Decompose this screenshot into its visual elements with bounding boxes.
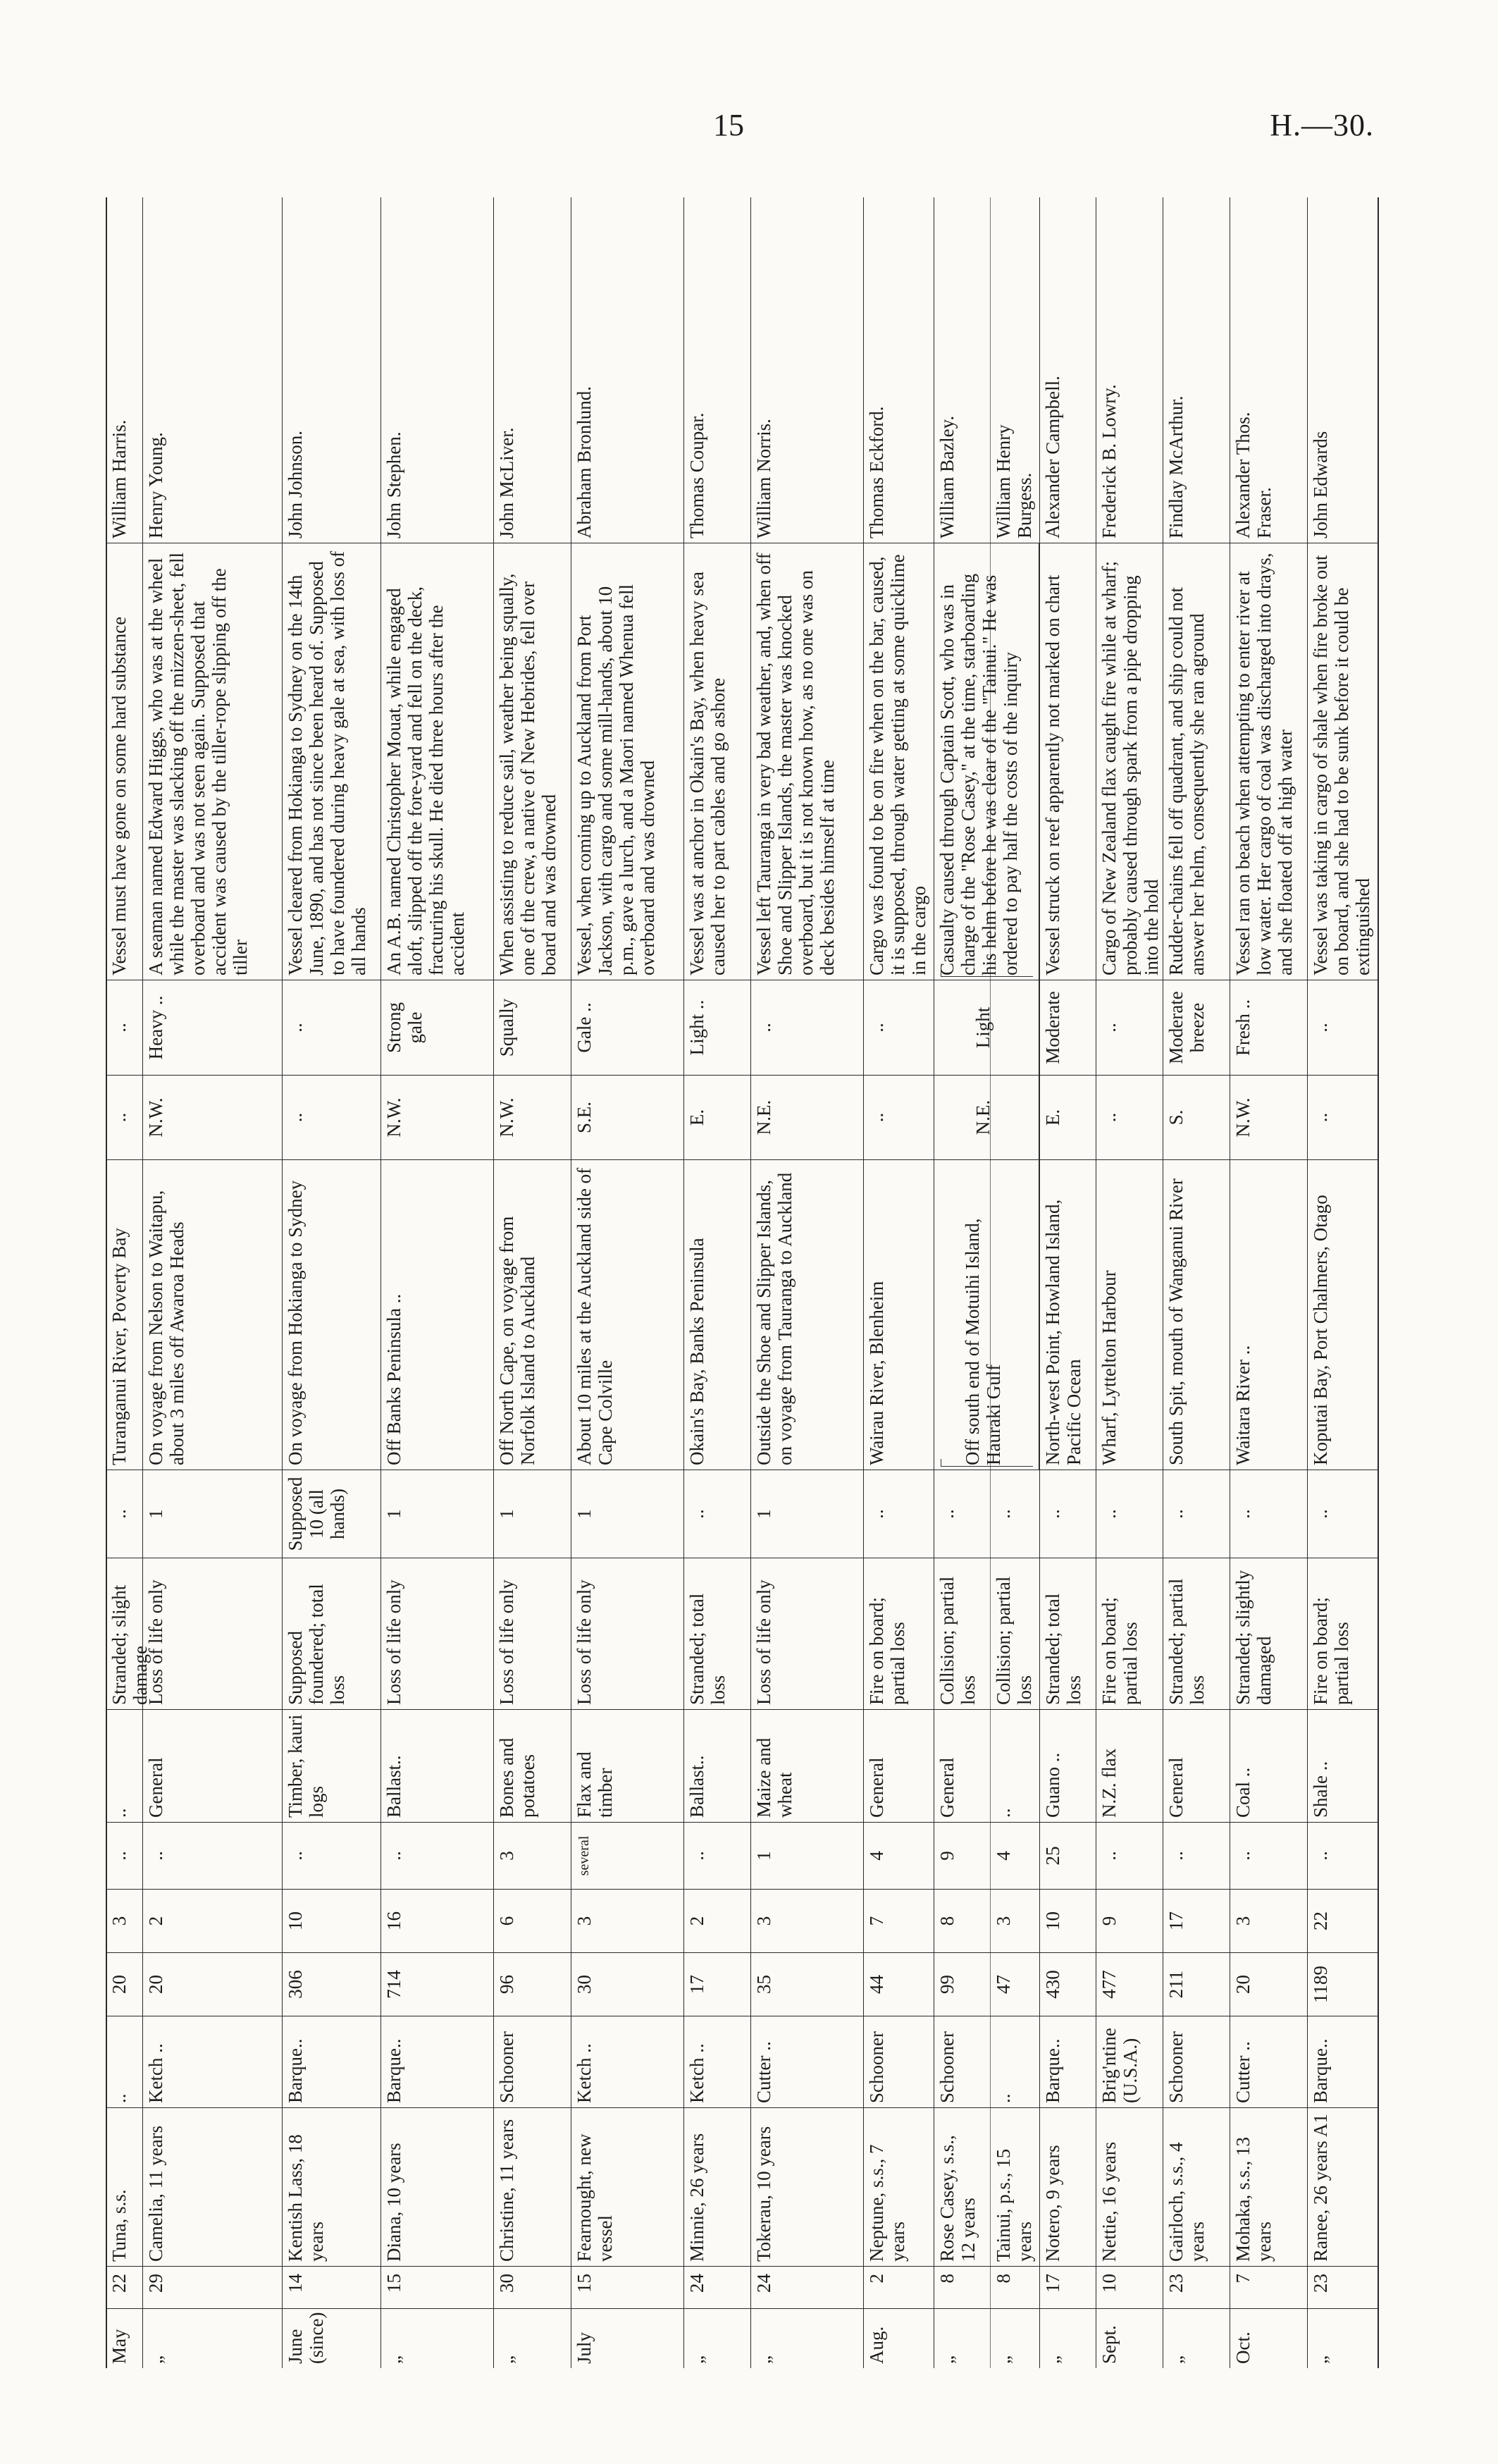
table-row xyxy=(1096,197,1163,2368)
crew-cell: 2 xyxy=(142,1889,282,1952)
crew-cell: 3 xyxy=(571,1889,683,1952)
vessel-cell: Mohaka, s.s., 13 years xyxy=(1230,2107,1307,2266)
lives-cell: .. xyxy=(1163,1470,1230,1558)
wind-direction-cell: E. xyxy=(1039,1075,1096,1159)
wind-force-cell: Gale .. xyxy=(571,980,683,1075)
table-row xyxy=(493,197,571,2368)
lives-cell: .. xyxy=(934,1470,990,1558)
nature-cell: Loss of life only xyxy=(750,1558,863,1709)
month-cell: „ xyxy=(683,2308,750,2368)
crew-cell: 2 xyxy=(683,1889,750,1952)
nature-cell: Stranded; total loss xyxy=(1039,1558,1096,1709)
tons-cell: 477 xyxy=(1096,1952,1163,2016)
master-cell: William Norris. xyxy=(753,419,774,538)
month-cell: Oct. xyxy=(1230,2308,1307,2368)
master-cell: Alexander Campbell. xyxy=(1042,376,1063,538)
table-row xyxy=(1307,197,1379,2368)
wind-direction-cell: .. xyxy=(1096,1075,1163,1159)
rig-cell: Cutter .. xyxy=(1230,2016,1307,2107)
passengers-cell: .. xyxy=(106,1822,142,1889)
passengers-cell: several xyxy=(571,1822,683,1889)
lives-cell: Supposed 10 (all hands) xyxy=(282,1470,380,1558)
cause-cell: Vessel must have gone on some hard substance xyxy=(106,543,142,980)
day-cell: 2 xyxy=(863,2266,934,2308)
lives-cell: 1 xyxy=(493,1470,571,1558)
day-cell: 29 xyxy=(142,2266,282,2308)
tons-cell: 430 xyxy=(1039,1952,1096,2016)
month-cell xyxy=(282,2308,380,2368)
cause-cell: Cargo was found to be on fire when on the bar, caused, it is supposed, through water getting at some quicklime in the cargo xyxy=(863,543,934,980)
lives-cell: .. xyxy=(990,1470,1039,1558)
table-row xyxy=(380,197,494,2368)
passengers-cell: 3 xyxy=(493,1822,571,1889)
lives-cell: .. xyxy=(1307,1470,1378,1558)
wind-force-cell: .. xyxy=(106,980,142,1075)
place-cell: Off North Cape, on voyage from Norfolk Island to Auckland xyxy=(493,1159,571,1470)
master-cell: John Stephen. xyxy=(383,431,404,538)
cargo-cell: .. xyxy=(990,1709,1039,1822)
nature-cell: Collision; partial loss xyxy=(934,1558,990,1709)
wind-force-cell: .. xyxy=(1096,980,1163,1075)
cargo-cell: Guano .. xyxy=(1039,1709,1096,1822)
crew-cell: 10 xyxy=(282,1889,380,1952)
rig-cell: Ketch .. xyxy=(142,2016,282,2107)
day-cell: 14 xyxy=(282,2266,380,2308)
cause-cell: Cargo of New Zealand flax caught fire while at wharf; probably caused through spark from a pipe dropping into the hold xyxy=(1096,543,1163,980)
nature-cell: Stranded; slight damage xyxy=(106,1558,142,1709)
cause-cell: Vessel, when coming up to Auckland from Port Jackson, with cargo and some mill-hands, about 10 p.m., gave a lurch, and a Maori named Whenua fell overboard and was drowned xyxy=(571,543,683,980)
nature-cell: Loss of life only xyxy=(142,1558,282,1709)
master-cell: Findlay McArthur. xyxy=(1165,395,1187,538)
tons-cell: 20 xyxy=(106,1952,142,2016)
crew-cell: 22 xyxy=(1307,1889,1378,1952)
crew-cell: 3 xyxy=(750,1889,863,1952)
wind-force-cell: Squally xyxy=(493,980,571,1075)
cause-cell: When assisting to reduce sail, weather being squally, one of the crew, a native of New Hebrides, fell over board and was drowned xyxy=(493,543,571,980)
wind-force-cell: .. xyxy=(282,980,380,1075)
cause-cell-merged: Casualty caused through Captain Scott, who was in charge of the "Rose Casey," at the time, starboarding his helm before he was clear of the "Tainui." He was ordered to pay half the costs of the inquiry xyxy=(934,543,1039,980)
wind-direction-cell: N.W. xyxy=(1230,1075,1307,1159)
rig-cell: Schooner xyxy=(493,2016,571,2107)
passengers-cell: 25 xyxy=(1039,1822,1096,1889)
lives-cell: .. xyxy=(1039,1470,1096,1558)
table-row xyxy=(142,197,283,2368)
cargo-cell: Maize and wheat xyxy=(750,1709,863,1822)
nature-cell: Supposed foundered; total loss xyxy=(282,1558,380,1709)
nature-cell: Stranded; partial loss xyxy=(1163,1558,1230,1709)
tons-cell: 30 xyxy=(571,1952,683,2016)
master-cell: John Johnson. xyxy=(285,430,306,538)
month-cell: „ xyxy=(380,2308,493,2368)
vessel-cell: Tokerau, 10 years xyxy=(750,2107,863,2266)
day-cell: 22 xyxy=(106,2266,142,2308)
month-cell: „ xyxy=(990,2308,1039,2368)
cargo-cell: Bones and potatoes xyxy=(493,1709,571,1822)
cargo-cell: Ballast.. xyxy=(380,1709,493,1822)
lives-cell: .. xyxy=(1230,1470,1307,1558)
crew-cell: 8 xyxy=(934,1889,990,1952)
wind-direction-cell: S. xyxy=(1163,1075,1230,1159)
rig-cell: Schooner xyxy=(934,2016,990,2107)
place-cell: Off Banks Peninsula .. xyxy=(380,1159,493,1470)
crew-cell: 3 xyxy=(1230,1889,1307,1952)
passengers-cell: .. xyxy=(282,1822,380,1889)
rig-cell: Barque.. xyxy=(1307,2016,1378,2107)
day-cell: 24 xyxy=(750,2266,863,2308)
cargo-cell: .. xyxy=(106,1709,142,1822)
place-cell: Outside the Shoe and Slipper Islands, on voyage from Tauranga to Auckland xyxy=(750,1159,863,1470)
vessel-cell: Kentish Lass, 18 years xyxy=(282,2107,380,2266)
cargo-cell: General xyxy=(863,1709,934,1822)
cause-cell: Vessel ran on beach when attempting to enter river at low water. Her cargo of coal was discharged into drays, and she floated off at high water xyxy=(1230,543,1307,980)
master-cell: Henry Young. xyxy=(145,432,166,538)
lives-cell: 1 xyxy=(571,1470,683,1558)
month-cell: „ xyxy=(1307,2308,1378,2368)
tons-cell: 306 xyxy=(282,1952,380,2016)
lives-cell: 1 xyxy=(380,1470,493,1558)
cause-cell: Vessel was at anchor in Okain's Bay, when heavy sea caused her to part cables and go ashore xyxy=(683,543,750,980)
table-row xyxy=(571,197,684,2368)
wind-direction-cell: .. xyxy=(106,1075,142,1159)
cargo-cell: Coal .. xyxy=(1230,1709,1307,1822)
master-cell: Thomas Eckford. xyxy=(866,406,887,538)
cargo-cell: Flax and timber xyxy=(571,1709,683,1822)
cargo-cell: N.Z. flax xyxy=(1096,1709,1163,1822)
rig-cell: Ketch .. xyxy=(571,2016,683,2107)
lives-cell: .. xyxy=(106,1470,142,1558)
table-row xyxy=(282,197,381,2368)
place-cell: About 10 miles at the Auckland side of Cape Colville xyxy=(571,1159,683,1470)
month-text: June xyxy=(285,2329,306,2364)
rig-cell: Ketch .. xyxy=(683,2016,750,2107)
table-row xyxy=(683,197,751,2368)
wind-direction-cell: .. xyxy=(863,1075,934,1159)
master-cell: John Edwards xyxy=(1310,431,1331,538)
table-row xyxy=(1163,197,1230,2368)
rig-cell: Barque.. xyxy=(380,2016,493,2107)
table-row xyxy=(1039,197,1096,2368)
vessel-cell: Tainui, p.s., 15 years xyxy=(990,2107,1039,2266)
day-cell: 30 xyxy=(493,2266,571,2308)
vessel-cell: Tuna, s.s. xyxy=(106,2107,142,2266)
place-cell: Wairau River, Blenheim xyxy=(863,1159,934,1470)
crew-cell: 3 xyxy=(106,1889,142,1952)
passengers-cell: .. xyxy=(142,1822,282,1889)
nature-cell: Loss of life only xyxy=(571,1558,683,1709)
place-cell: Turanganui River, Poverty Bay xyxy=(106,1159,142,1470)
table-row xyxy=(863,197,934,2368)
rig-cell: Brig'ntine (U.S.A.) xyxy=(1096,2016,1163,2107)
cause-cell: Vessel struck on reef apparently not marked on chart xyxy=(1039,543,1096,980)
cause-cell: A seaman named Edward Higgs, who was at the wheel while the master was slacking off the mizzen-sheet, fell overboard and was not seen again. Supposed that accident was caused by the tiller-rope slipping off the tiller xyxy=(142,543,282,980)
place-cell: South Spit, mouth of Wanganui River xyxy=(1163,1159,1230,1470)
master-cell: Frederick B. Lowry. xyxy=(1098,384,1120,538)
month-cell: Sept. xyxy=(1096,2308,1163,2368)
master-cell: Thomas Coupar. xyxy=(686,412,707,538)
day-cell: 7 xyxy=(1230,2266,1307,2308)
passengers-cell: .. xyxy=(1096,1822,1163,1889)
passengers-cell: .. xyxy=(1163,1822,1230,1889)
wind-direction-cell: N.W. xyxy=(493,1075,571,1159)
wind-direction-cell: N.W. xyxy=(142,1075,282,1159)
tons-cell: 99 xyxy=(934,1952,990,2016)
crew-cell: 3 xyxy=(990,1889,1039,1952)
passengers-cell: 1 xyxy=(750,1822,863,1889)
casualty-table xyxy=(106,197,1378,2368)
lives-cell: 1 xyxy=(750,1470,863,1558)
day-cell: 10 xyxy=(1096,2266,1163,2308)
place-cell-merged: Off south end of Motuihi Island, Hauraki Gulf xyxy=(934,1159,1039,1470)
passengers-cell: 4 xyxy=(863,1822,934,1889)
master-cell: Alexander Thos. Fraser. xyxy=(1232,412,1275,538)
cargo-cell: Timber, kauri logs xyxy=(282,1709,380,1822)
place-cell: Wharf, Lyttelton Harbour xyxy=(1096,1159,1163,1470)
brace-cause xyxy=(941,969,1033,977)
month-cell: Aug. xyxy=(863,2308,934,2368)
passengers-cell: .. xyxy=(1230,1822,1307,1889)
month-cell: May xyxy=(106,2308,142,2368)
tons-cell: 714 xyxy=(380,1952,493,2016)
wind-force-cell-merged: Light xyxy=(934,980,1039,1075)
tons-cell: 20 xyxy=(1230,1952,1307,2016)
table-row xyxy=(1230,197,1308,2368)
master-cell: William Henry Burgess. xyxy=(993,424,1035,538)
month-cell: „ xyxy=(1039,2308,1096,2368)
lives-cell: .. xyxy=(1096,1470,1163,1558)
day-cell: 23 xyxy=(1163,2266,1230,2308)
cargo-cell: Shale .. xyxy=(1307,1709,1378,1822)
month-cell: „ xyxy=(142,2308,282,2368)
vessel-cell: Nettie, 16 years xyxy=(1096,2107,1163,2266)
day-cell: 8 xyxy=(934,2266,990,2308)
wind-direction-cell: N.W. xyxy=(380,1075,493,1159)
nature-cell: Loss of life only xyxy=(380,1558,493,1709)
master-cell: John McLiver. xyxy=(496,427,517,538)
nature-cell: Stranded; total loss xyxy=(683,1558,750,1709)
rig-cell: .. xyxy=(990,2016,1039,2107)
passengers-cell: .. xyxy=(1307,1822,1378,1889)
tons-cell: 47 xyxy=(990,1952,1039,2016)
place-cell: North-west Point, Howland Island, Pacific Ocean xyxy=(1039,1159,1096,1470)
vessel-cell: Gairloch, s.s., 4 years xyxy=(1163,2107,1230,2266)
cause-cell: An A.B. named Christopher Mouat, while engaged aloft, slipped off the fore-yard and fell on the deck, fracturing his skull. He died three hours after the accident xyxy=(380,543,493,980)
cause-cell: Vessel left Tauranga in very bad weather, and, when off Shoe and Slipper Islands, the master was knocked overboard, but it is not known how, as no one was on deck besides himself at time xyxy=(750,543,863,980)
cargo-cell: Ballast.. xyxy=(683,1709,750,1822)
tons-cell: 17 xyxy=(683,1952,750,2016)
vessel-cell: Minnie, 26 years xyxy=(683,2107,750,2266)
day-cell: 23 xyxy=(1307,2266,1378,2308)
master-cell: William Bazley. xyxy=(936,415,958,538)
day-cell: 15 xyxy=(571,2266,683,2308)
tons-cell: 1189 xyxy=(1307,1952,1378,2016)
vessel-cell: Neptune, s.s., 7 years xyxy=(863,2107,934,2266)
vessel-cell: Ranee, 26 years A1 xyxy=(1307,2107,1378,2266)
cause-cell: Vessel cleared from Hokianga to Sydney on the 14th June, 1890, and has not since been heard of. Supposed to have foundered during heavy gale at sea, with loss of all hands xyxy=(282,543,380,980)
wind-force-cell: Light .. xyxy=(683,980,750,1075)
vessel-cell: Fearnought, new vessel xyxy=(571,2107,683,2266)
tons-cell: 96 xyxy=(493,1952,571,2016)
crew-cell: 17 xyxy=(1163,1889,1230,1952)
passengers-cell: 4 xyxy=(990,1822,1039,1889)
vessel-cell: Diana, 10 years xyxy=(380,2107,493,2266)
month-cell: „ xyxy=(1163,2308,1230,2368)
crew-cell: 9 xyxy=(1096,1889,1163,1952)
vessel-cell: Rose Casey, s.s., 12 years xyxy=(934,2107,990,2266)
wind-force-cell: Fresh .. xyxy=(1230,980,1307,1075)
wind-force-cell: .. xyxy=(750,980,863,1075)
tons-cell: 35 xyxy=(750,1952,863,2016)
month-cell: „ xyxy=(750,2308,863,2368)
nature-cell: Fire on board; partial loss xyxy=(1307,1558,1378,1709)
lives-cell: .. xyxy=(863,1470,934,1558)
document-reference: H.—30. xyxy=(1270,108,1374,142)
wind-force-cell: Strong gale xyxy=(380,980,493,1075)
table-row xyxy=(106,197,151,2368)
tons-cell: 20 xyxy=(142,1952,282,2016)
wind-direction-cell: E. xyxy=(683,1075,750,1159)
cause-cell: Rudder-chains fell off quadrant, and ship could not answer her helm, consequently she ran aground xyxy=(1163,543,1230,980)
nature-cell: Fire on board; partial loss xyxy=(863,1558,934,1709)
wind-direction-cell: N.E. xyxy=(750,1075,863,1159)
rig-cell: Schooner xyxy=(863,2016,934,2107)
rig-cell: Cutter .. xyxy=(750,2016,863,2107)
cargo-cell: General xyxy=(1163,1709,1230,1822)
master-cell: Abraham Bronlund. xyxy=(574,386,595,538)
rig-cell: Barque.. xyxy=(1039,2016,1096,2107)
day-cell: 8 xyxy=(990,2266,1039,2308)
lives-cell: .. xyxy=(683,1470,750,1558)
month-note: (since) xyxy=(306,2312,327,2364)
day-cell: 17 xyxy=(1039,2266,1096,2308)
nature-cell: Collision; partial loss xyxy=(990,1558,1039,1709)
day-cell: 24 xyxy=(683,2266,750,2308)
nature-cell: Stranded; slightly damaged xyxy=(1230,1558,1307,1709)
vessel-cell: Christine, 11 years xyxy=(493,2107,571,2266)
table-row xyxy=(750,197,864,2368)
tons-cell: 44 xyxy=(863,1952,934,2016)
wind-force-cell: Heavy .. xyxy=(142,980,282,1075)
wind-direction-cell: S.E. xyxy=(571,1075,683,1159)
month-cell: „ xyxy=(934,2308,990,2368)
wind-force-cell: .. xyxy=(1307,980,1378,1075)
lives-cell: 1 xyxy=(142,1470,282,1558)
nature-cell: Loss of life only xyxy=(493,1558,571,1709)
rig-cell: Schooner xyxy=(1163,2016,1230,2107)
crew-cell: 6 xyxy=(493,1889,571,1952)
passengers-cell: .. xyxy=(380,1822,493,1889)
tons-cell: 211 xyxy=(1163,1952,1230,2016)
passengers-cell: .. xyxy=(683,1822,750,1889)
master-cell: William Harris. xyxy=(109,419,130,538)
wind-force-cell: Moderate breeze xyxy=(1163,980,1230,1075)
wind-direction-cell: .. xyxy=(282,1075,380,1159)
vessel-cell: Camelia, 11 years xyxy=(142,2107,282,2266)
cause-cell: Vessel was taking in cargo of shale when fire broke out on board, and she had to be sunk before it could be extinguished xyxy=(1307,543,1378,980)
cargo-cell: General xyxy=(142,1709,282,1822)
place-cell: On voyage from Nelson to Waitapu, about 3 miles off Awaroa Heads xyxy=(142,1159,282,1470)
place-cell: Waitara River .. xyxy=(1230,1159,1307,1470)
day-cell: 15 xyxy=(380,2266,493,2308)
month-cell: „ xyxy=(493,2308,571,2368)
nature-cell: Fire on board; partial loss xyxy=(1096,1558,1163,1709)
wind-force-cell: .. xyxy=(863,980,934,1075)
crew-cell: 7 xyxy=(863,1889,934,1952)
brace-place xyxy=(941,1459,1033,1467)
page-number: 15 xyxy=(713,108,744,142)
wind-direction-cell-merged: N.E. xyxy=(934,1075,1039,1159)
wind-direction-cell: .. xyxy=(1307,1075,1378,1159)
crew-cell: 16 xyxy=(380,1889,493,1952)
place-cell: On voyage from Hokianga to Sydney xyxy=(282,1159,380,1470)
rig-cell: Barque.. xyxy=(282,2016,380,2107)
place-cell: Koputai Bay, Port Chalmers, Otago xyxy=(1307,1159,1378,1470)
wind-force-cell: Moderate xyxy=(1039,980,1096,1075)
place-cell: Okain's Bay, Banks Peninsula xyxy=(683,1159,750,1470)
rig-cell: .. xyxy=(106,2016,142,2107)
passengers-cell: 9 xyxy=(934,1822,990,1889)
crew-cell: 10 xyxy=(1039,1889,1096,1952)
cargo-cell: General xyxy=(934,1709,990,1822)
vessel-cell: Notero, 9 years xyxy=(1039,2107,1096,2266)
month-cell: July xyxy=(571,2308,683,2368)
